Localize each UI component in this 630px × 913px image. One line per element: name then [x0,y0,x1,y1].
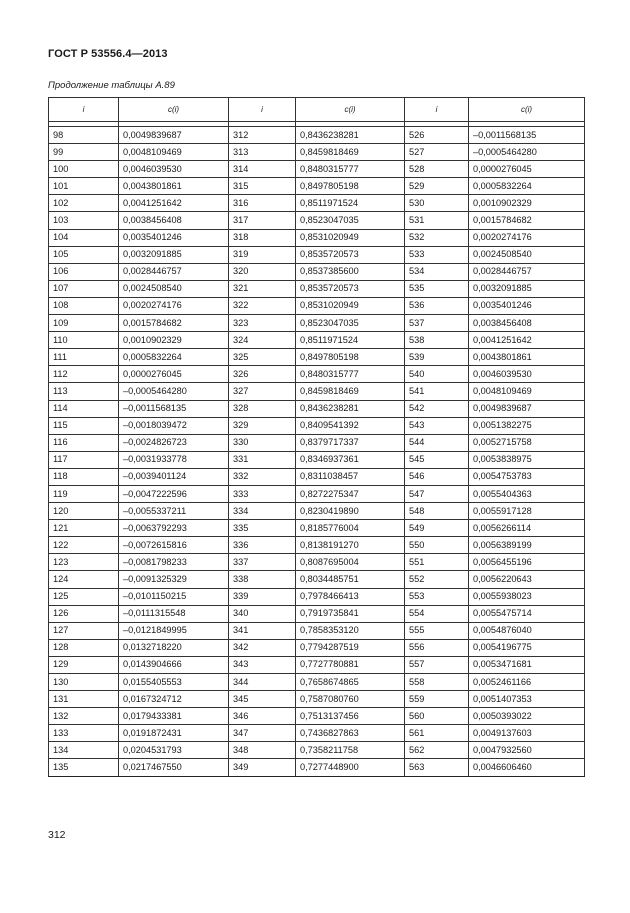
cell-index: 539 [405,349,469,366]
cell-coef: 0,0041251642 [119,195,229,212]
cell-coef: 0,0054196775 [469,639,585,656]
cell-coef: 0,0038456408 [119,212,229,229]
cell-coef: 0,0049137603 [469,725,585,742]
cell-coef: 0,8523047035 [296,212,405,229]
cell-coef: 0,8459818469 [296,144,405,161]
table-row [49,212,585,229]
cell-coef: 0,0049839687 [119,127,229,144]
cell-index: 554 [405,605,469,622]
table-row [49,742,585,759]
cell-index: 333 [229,485,296,502]
cell-index: 334 [229,503,296,520]
table-row [49,280,585,297]
cell-coef: 0,0035401246 [469,297,585,314]
cell-index: 117 [49,451,119,468]
cell-coef: 0,0041251642 [469,332,585,349]
cell-coef: 0,8523047035 [296,315,405,332]
cell-index: 562 [405,742,469,759]
cell-coef: 0,8531020949 [296,229,405,246]
cell-coef: 0,0056455196 [469,554,585,571]
cell-index: 131 [49,691,119,708]
cell-index: 558 [405,674,469,691]
cell-coef: 0,0046039530 [119,161,229,178]
table-row [49,759,585,776]
cell-index: 122 [49,537,119,554]
cell-index: 556 [405,639,469,656]
cell-coef: 0,0056220643 [469,571,585,588]
cell-index: 114 [49,400,119,417]
cell-coef: 0,0005832264 [119,349,229,366]
cell-index: 338 [229,571,296,588]
cell-coef: 0,8480315777 [296,161,405,178]
table-row [49,246,585,263]
cell-index: 115 [49,417,119,434]
cell-index: 107 [49,280,119,297]
cell-coef: 0,0043801861 [119,178,229,195]
cell-index: 121 [49,520,119,537]
cell-coef: –0,0055337211 [119,503,229,520]
cell-coef: 0,8535720573 [296,280,405,297]
cell-index: 108 [49,297,119,314]
table-row [49,485,585,502]
cell-coef: –0,0072615816 [119,537,229,554]
cell-coef: 0,0015784682 [469,212,585,229]
cell-index: 331 [229,451,296,468]
cell-coef: 0,8311038457 [296,468,405,485]
cell-index: 542 [405,400,469,417]
cell-coef: 0,0167324712 [119,691,229,708]
cell-coef: 0,0032091885 [119,246,229,263]
header-coef-2: c(i) [296,98,405,122]
table-row [49,161,585,178]
cell-index: 313 [229,144,296,161]
cell-index: 317 [229,212,296,229]
cell-index: 113 [49,383,119,400]
cell-index: 112 [49,366,119,383]
cell-index: 534 [405,263,469,280]
cell-index: 527 [405,144,469,161]
table-row [49,725,585,742]
cell-coef: 0,0053471681 [469,656,585,673]
cell-coef: 0,0048109469 [469,383,585,400]
cell-coef: 0,0050393022 [469,708,585,725]
table-caption: Продолжение таблицы А.89 [48,80,175,91]
cell-coef: 0,0056266114 [469,520,585,537]
cell-coef: 0,0043801861 [469,349,585,366]
cell-index: 552 [405,571,469,588]
cell-index: 335 [229,520,296,537]
cell-coef: –0,0111315548 [119,605,229,622]
cell-index: 348 [229,742,296,759]
cell-index: 101 [49,178,119,195]
table-row [49,639,585,656]
table-row [49,127,585,144]
cell-index: 549 [405,520,469,537]
cell-coef: 0,0005832264 [469,178,585,195]
table-row [49,451,585,468]
cell-index: 536 [405,297,469,314]
cell-index: 531 [405,212,469,229]
table-row [49,144,585,161]
cell-index: 551 [405,554,469,571]
cell-coef: 0,8272275347 [296,485,405,502]
cell-coef: 0,7978466413 [296,588,405,605]
cell-index: 548 [405,503,469,520]
cell-index: 346 [229,708,296,725]
cell-coef: 0,0015784682 [119,315,229,332]
table-row [49,708,585,725]
table-row [49,588,585,605]
table-row [49,263,585,280]
cell-index: 563 [405,759,469,776]
table-row [49,554,585,571]
cell-coef: 0,8480315777 [296,366,405,383]
cell-index: 106 [49,263,119,280]
table-row [49,229,585,246]
cell-index: 98 [49,127,119,144]
cell-coef: 0,7794287519 [296,639,405,656]
cell-coef: 0,0132718220 [119,639,229,656]
document-title: ГОСТ Р 53556.4—2013 [48,48,168,60]
cell-coef: 0,0051382275 [469,417,585,434]
cell-coef: –0,0039401124 [119,468,229,485]
cell-coef: 0,7587080760 [296,691,405,708]
cell-coef: 0,7436827863 [296,725,405,742]
cell-index: 559 [405,691,469,708]
cell-coef: 0,8497805198 [296,178,405,195]
table-row [49,417,585,434]
cell-coef: 0,8409541392 [296,417,405,434]
cell-index: 124 [49,571,119,588]
cell-coef: 0,0204531793 [119,742,229,759]
cell-index: 102 [49,195,119,212]
cell-coef: –0,0024826723 [119,434,229,451]
cell-coef: 0,0191872431 [119,725,229,742]
cell-index: 118 [49,468,119,485]
cell-coef: –0,0005464280 [119,383,229,400]
cell-index: 547 [405,485,469,502]
cell-coef: 0,0032091885 [469,280,585,297]
cell-index: 546 [405,468,469,485]
cell-index: 326 [229,366,296,383]
cell-coef: –0,0018039472 [119,417,229,434]
cell-index: 315 [229,178,296,195]
cell-coef: 0,0000276045 [119,366,229,383]
cell-coef: 0,0046039530 [469,366,585,383]
cell-coef: –0,0121849995 [119,622,229,639]
cell-index: 329 [229,417,296,434]
cell-index: 339 [229,588,296,605]
table-row [49,537,585,554]
cell-coef: –0,0047222596 [119,485,229,502]
cell-index: 553 [405,588,469,605]
cell-index: 533 [405,246,469,263]
cell-coef: –0,0091325329 [119,571,229,588]
table-row [49,674,585,691]
cell-coef: 0,0055475714 [469,605,585,622]
table-row [49,434,585,451]
cell-coef: 0,8511971524 [296,332,405,349]
cell-index: 109 [49,315,119,332]
cell-index: 319 [229,246,296,263]
table-row [49,297,585,314]
cell-coef: –0,0011568135 [469,127,585,144]
cell-coef: 0,0038456408 [469,315,585,332]
cell-coef: 0,7858353120 [296,622,405,639]
cell-index: 535 [405,280,469,297]
cell-index: 529 [405,178,469,195]
cell-coef: 0,0054876040 [469,622,585,639]
cell-coef: 0,8436238281 [296,400,405,417]
cell-index: 560 [405,708,469,725]
cell-index: 526 [405,127,469,144]
table-row [49,520,585,537]
cell-index: 341 [229,622,296,639]
cell-coef: 0,0052461166 [469,674,585,691]
cell-coef: 0,7658674865 [296,674,405,691]
cell-index: 343 [229,656,296,673]
cell-index: 540 [405,366,469,383]
cell-coef: –0,0011568135 [119,400,229,417]
cell-index: 332 [229,468,296,485]
cell-index: 328 [229,400,296,417]
cell-coef: 0,0143904666 [119,656,229,673]
cell-index: 316 [229,195,296,212]
page-number: 312 [48,829,66,841]
cell-index: 347 [229,725,296,742]
cell-coef: 0,0217467550 [119,759,229,776]
cell-index: 337 [229,554,296,571]
cell-coef: 0,0035401246 [119,229,229,246]
cell-coef: 0,0179433381 [119,708,229,725]
cell-index: 545 [405,451,469,468]
cell-index: 321 [229,280,296,297]
cell-index: 320 [229,263,296,280]
cell-coef: –0,0031933778 [119,451,229,468]
cell-index: 327 [229,383,296,400]
cell-coef: 0,0020274176 [469,229,585,246]
cell-index: 342 [229,639,296,656]
table-row [49,622,585,639]
cell-coef: –0,0081798233 [119,554,229,571]
cell-index: 120 [49,503,119,520]
cell-index: 125 [49,588,119,605]
cell-index: 349 [229,759,296,776]
cell-coef: 0,8537385600 [296,263,405,280]
cell-coef: 0,0155405553 [119,674,229,691]
table-row [49,400,585,417]
cell-index: 133 [49,725,119,742]
table-row [49,656,585,673]
cell-coef: –0,0063792293 [119,520,229,537]
cell-coef: 0,8511971524 [296,195,405,212]
cell-coef: 0,0028446757 [119,263,229,280]
cell-index: 538 [405,332,469,349]
cell-coef: 0,8379717337 [296,434,405,451]
table-row [49,571,585,588]
cell-index: 325 [229,349,296,366]
cell-coef: 0,0047932560 [469,742,585,759]
cell-coef: 0,0048109469 [119,144,229,161]
table-row [49,315,585,332]
cell-coef: 0,0024508540 [119,280,229,297]
header-index-1: i [49,98,119,122]
cell-index: 555 [405,622,469,639]
cell-index: 111 [49,349,119,366]
cell-index: 532 [405,229,469,246]
cell-coef: 0,0054753783 [469,468,585,485]
cell-index: 119 [49,485,119,502]
cell-index: 344 [229,674,296,691]
cell-index: 132 [49,708,119,725]
cell-index: 537 [405,315,469,332]
header-coef-1: c(i) [119,98,229,122]
cell-index: 544 [405,434,469,451]
cell-coef: 0,8138191270 [296,537,405,554]
table-row [49,178,585,195]
table-row [49,605,585,622]
cell-coef: 0,7919735841 [296,605,405,622]
cell-index: 105 [49,246,119,263]
coefficient-table [48,97,585,777]
cell-index: 543 [405,417,469,434]
cell-index: 550 [405,537,469,554]
cell-index: 530 [405,195,469,212]
cell-index: 322 [229,297,296,314]
cell-index: 336 [229,537,296,554]
cell-index: 314 [229,161,296,178]
cell-index: 126 [49,605,119,622]
cell-index: 561 [405,725,469,742]
cell-coef: 0,0055938023 [469,588,585,605]
cell-index: 330 [229,434,296,451]
cell-coef: 0,0010902329 [119,332,229,349]
cell-index: 128 [49,639,119,656]
cell-index: 312 [229,127,296,144]
cell-coef: 0,0055917128 [469,503,585,520]
cell-coef: 0,0053838975 [469,451,585,468]
cell-index: 99 [49,144,119,161]
cell-index: 104 [49,229,119,246]
cell-index: 324 [229,332,296,349]
cell-index: 323 [229,315,296,332]
cell-coef: 0,0020274176 [119,297,229,314]
cell-coef: –0,0005464280 [469,144,585,161]
cell-index: 135 [49,759,119,776]
cell-coef: –0,0101150215 [119,588,229,605]
cell-index: 103 [49,212,119,229]
cell-index: 116 [49,434,119,451]
table-row [49,383,585,400]
cell-index: 557 [405,656,469,673]
cell-coef: 0,8087695004 [296,554,405,571]
table-row [49,503,585,520]
cell-coef: 0,0028446757 [469,263,585,280]
table-header-row [49,98,585,122]
cell-coef: 0,7513137456 [296,708,405,725]
table-row [49,195,585,212]
cell-index: 100 [49,161,119,178]
cell-index: 340 [229,605,296,622]
cell-index: 127 [49,622,119,639]
cell-index: 130 [49,674,119,691]
cell-coef: 0,8034485751 [296,571,405,588]
cell-index: 528 [405,161,469,178]
cell-coef: 0,8535720573 [296,246,405,263]
cell-coef: 0,0056389199 [469,537,585,554]
cell-coef: 0,7358211758 [296,742,405,759]
table-row [49,349,585,366]
cell-coef: 0,8230419890 [296,503,405,520]
cell-index: 345 [229,691,296,708]
table-row [49,332,585,349]
cell-coef: 0,0046606460 [469,759,585,776]
header-coef-3: c(i) [469,98,585,122]
cell-index: 318 [229,229,296,246]
cell-index: 129 [49,656,119,673]
cell-coef: 0,8531020949 [296,297,405,314]
table-row [49,468,585,485]
table-row [49,691,585,708]
cell-coef: 0,0000276045 [469,161,585,178]
cell-coef: 0,0024508540 [469,246,585,263]
cell-coef: 0,0051407353 [469,691,585,708]
cell-coef: 0,8346937361 [296,451,405,468]
cell-coef: 0,7277448900 [296,759,405,776]
cell-coef: 0,0049839687 [469,400,585,417]
cell-coef: 0,8497805198 [296,349,405,366]
cell-coef: 0,0055404363 [469,485,585,502]
cell-index: 541 [405,383,469,400]
cell-coef: 0,8459818469 [296,383,405,400]
cell-coef: 0,0052715758 [469,434,585,451]
cell-index: 134 [49,742,119,759]
header-index-2: i [229,98,296,122]
cell-index: 123 [49,554,119,571]
header-index-3: i [405,98,469,122]
cell-coef: 0,7727780881 [296,656,405,673]
cell-coef: 0,8436238281 [296,127,405,144]
cell-index: 110 [49,332,119,349]
table-body [49,122,585,777]
cell-coef: 0,8185776004 [296,520,405,537]
cell-coef: 0,0010902329 [469,195,585,212]
table-row [49,366,585,383]
